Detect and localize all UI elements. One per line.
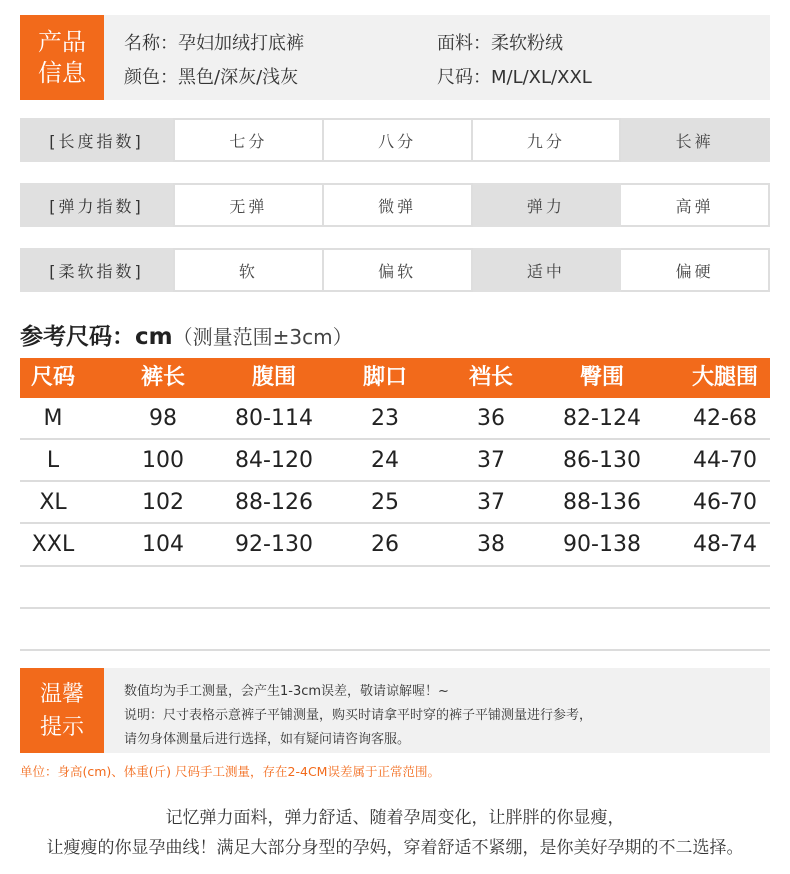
header-waist: 腹围 [251,365,296,390]
size-chart-note: （测量范围±3cm） [172,325,353,349]
rating-label: [长度指数] [20,118,173,162]
table-cell: 37 [477,490,505,515]
table-cell: 88-126 [235,490,313,515]
header-hip: 臀围 [579,365,624,390]
tips-tag-line1: 温馨 [39,681,84,707]
row-divider [20,607,770,609]
table-cell: 84-120 [235,448,313,473]
tip-line: 请勿身体测量后进行选择，如有疑问请咨询客服。 [124,732,411,747]
table-cell: XL [39,490,67,515]
table-cell: 102 [142,490,184,515]
table-cell: 80-114 [235,406,313,431]
description-line: 记忆弹力面料，弹力舒适、随着孕周变化，让胖胖的你显瘦， [165,808,625,828]
rating-option: 高弹 [621,183,770,227]
rating-option-selected: 适中 [473,248,622,292]
table-cell: 36 [477,406,505,431]
rating-option: 偏软 [324,248,473,292]
tip-line: 数值均为手工测量，会产生1-3cm误差，敬请谅解喔！~ [124,684,449,699]
rating-option: 微弹 [324,183,473,227]
product-info-tag-line2: 信息 [38,58,86,87]
product-color: 颜色：黑色/深灰/浅灰 [124,67,299,88]
table-cell: 86-130 [563,448,641,473]
rating-option: 八分 [324,118,473,162]
product-info-tag-line1: 产品 [38,27,86,56]
rating-option: 软 [173,248,324,292]
table-cell: 104 [142,532,184,557]
table-cell: 100 [142,448,184,473]
table-cell: 44-70 [693,448,757,473]
rating-option: 九分 [473,118,622,162]
size-chart-title-text: 参考尺码：cm [20,324,173,350]
header-rise: 裆长 [468,365,513,390]
unit-note: 单位：身高(cm)、体重(斤) 尺码手工测量，存在2-4CM误差属于正常范围。 [20,764,440,779]
table-cell: 48-74 [693,532,757,557]
table-cell: 24 [371,448,399,473]
table-cell: 26 [371,532,399,557]
table-cell: 82-124 [563,406,641,431]
table-cell: 92-130 [235,532,313,557]
rating-option-selected: 长裤 [621,118,770,162]
rating-row-length [20,118,770,162]
tips-tag [20,668,104,753]
tip-line: 说明：尺寸表格示意裤子平铺测量，购买时请拿平时穿的裤子平铺测量进行参考， [124,708,593,723]
table-cell: L [46,448,60,473]
header-hem: 脚口 [362,365,407,390]
table-cell: 25 [371,490,399,515]
header-length: 裤长 [140,365,185,390]
table-cell: M [43,406,63,431]
table-cell: 88-136 [563,490,641,515]
rating-row-softness [20,248,770,292]
rating-option: 无弹 [173,183,324,227]
rating-option: 偏硬 [621,248,770,292]
row-divider [20,649,770,651]
product-name: 名称：孕妇加绒打底裤 [124,33,304,54]
rating-label: [弹力指数] [20,183,173,227]
table-cell: 23 [371,406,399,431]
product-fabric: 面料：柔软粉绒 [437,33,563,54]
row-divider [20,565,770,567]
product-info-tag [20,15,104,100]
tips-tag-line2: 提示 [39,714,84,740]
rating-label: [柔软指数] [20,248,173,292]
table-cell: 42-68 [693,406,757,431]
table-cell: 46-70 [693,490,757,515]
rating-row-elasticity [20,183,770,227]
table-cell: 38 [477,532,505,557]
size-chart-title [20,318,353,351]
table-cell: 37 [477,448,505,473]
header-size: 尺码 [30,365,75,390]
table-cell: 90-138 [563,532,641,557]
table-cell: XXL [31,532,75,557]
rating-option: 七分 [173,118,324,162]
table-cell: 98 [149,406,177,431]
description-line: 让瘦瘦的你显孕曲线！满足大部分身型的孕妈，穿着舒适不紧绷，是你美好孕期的不二选择。 [46,838,744,858]
rating-option-selected: 弹力 [473,183,622,227]
header-thigh: 大腿围 [691,365,758,390]
product-size: 尺码：M/L/XL/XXL [437,67,592,88]
